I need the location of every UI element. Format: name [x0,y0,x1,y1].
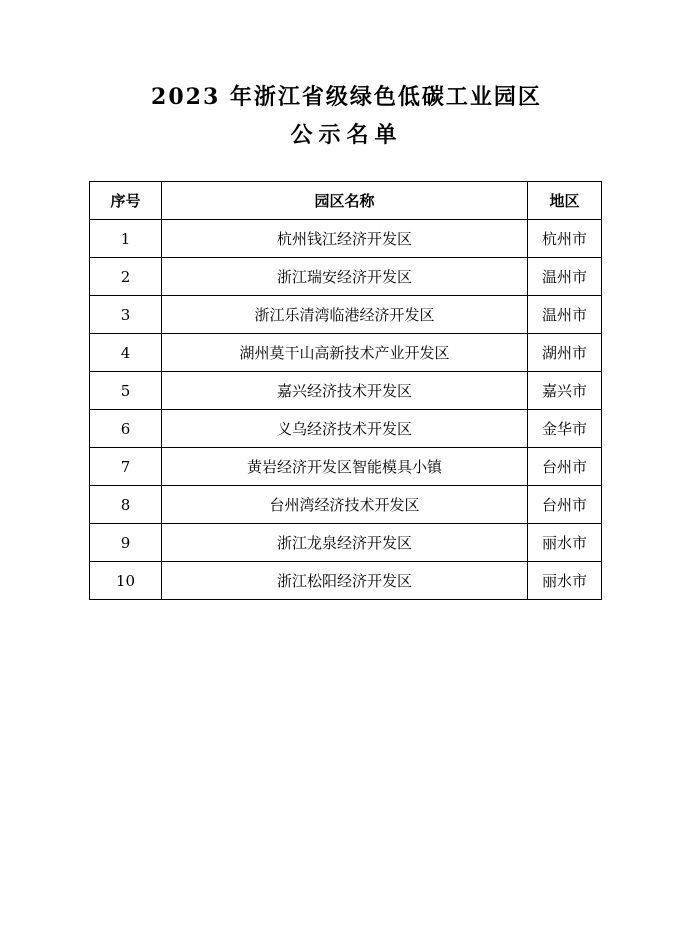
table-row [90,258,602,296]
row-index: 10 [90,562,162,600]
table-row [90,220,602,258]
row-index: 1 [90,220,162,258]
row-region: 杭州市 [528,220,602,258]
row-park-name: 黄岩经济开发区智能模具小镇 [162,448,528,486]
row-park-name: 浙江松阳经济开发区 [162,562,528,600]
park-list-table [89,181,602,600]
row-park-name: 台州湾经济技术开发区 [162,486,528,524]
table-row [90,372,602,410]
row-park-name: 嘉兴经济技术开发区 [162,372,528,410]
header-region: 地区 [528,182,602,220]
row-region: 金华市 [528,410,602,448]
table-row [90,334,602,372]
table-header-row [90,182,602,220]
table-row [90,562,602,600]
document-title: 2023 年浙江省级绿色低碳工业园区 [151,84,542,110]
row-region: 台州市 [528,448,602,486]
row-region: 台州市 [528,486,602,524]
table-row [90,524,602,562]
row-region: 嘉兴市 [528,372,602,410]
row-index: 6 [90,410,162,448]
document-subtitle: 公示名单 [290,122,403,148]
row-park-name: 浙江龙泉经济开发区 [162,524,528,562]
row-index: 5 [90,372,162,410]
row-region: 温州市 [528,258,602,296]
table-row [90,486,602,524]
table-row [90,296,602,334]
row-park-name: 义乌经济技术开发区 [162,410,528,448]
header-park-name: 园区名称 [162,182,528,220]
row-region: 丽水市 [528,562,602,600]
table-row [90,448,602,486]
row-park-name: 湖州莫干山高新技术产业开发区 [162,334,528,372]
table-row [90,410,602,448]
row-index: 7 [90,448,162,486]
row-park-name: 浙江瑞安经济开发区 [162,258,528,296]
row-park-name: 浙江乐清湾临港经济开发区 [162,296,528,334]
row-index: 3 [90,296,162,334]
row-region: 湖州市 [528,334,602,372]
row-region: 丽水市 [528,524,602,562]
row-index: 9 [90,524,162,562]
row-region: 温州市 [528,296,602,334]
row-park-name: 杭州钱江经济开发区 [162,220,528,258]
row-index: 8 [90,486,162,524]
row-index: 4 [90,334,162,372]
row-index: 2 [90,258,162,296]
header-index: 序号 [90,182,162,220]
